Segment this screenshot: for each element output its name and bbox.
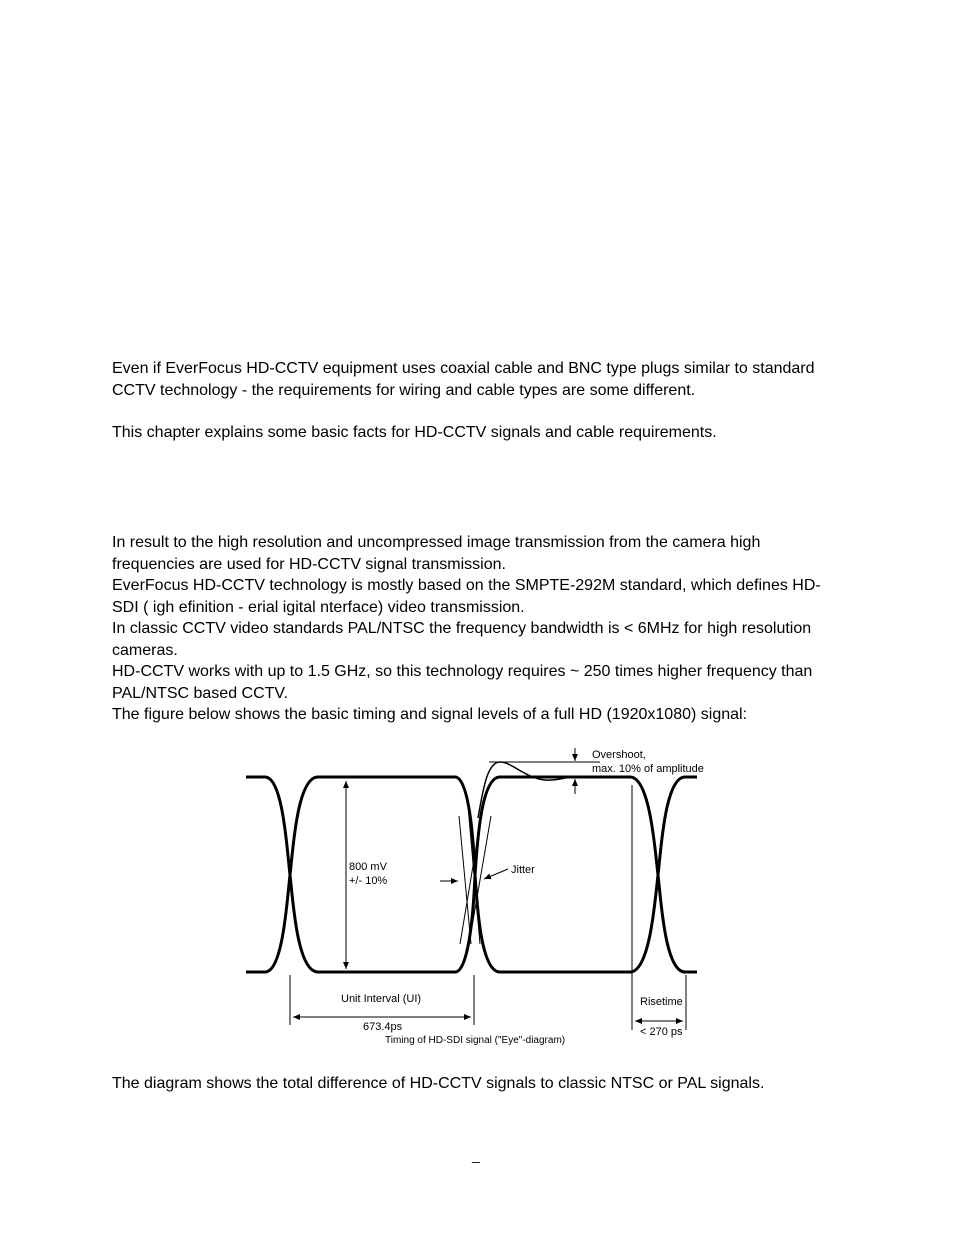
risetime-value: < 270 ps bbox=[640, 1026, 683, 1038]
overshoot-marker bbox=[489, 748, 600, 794]
body-paragraph-2: EverFocus HD-CCTV technology is mostly based on the SMPTE-292M standard, which defines HD-SDI ( igh efinition - erial igital nterface) video transmission. bbox=[112, 577, 821, 616]
unit-interval-value: 673.4ps bbox=[363, 1021, 403, 1033]
body-paragraph-5: The figure below shows the basic timing and signal levels of a full HD (1920x1080) signal: bbox=[112, 706, 748, 723]
overshoot-trace bbox=[478, 762, 580, 818]
page-number: _ bbox=[472, 1147, 480, 1163]
body-paragraph-4: HD-CCTV works with up to 1.5 GHz, so this technology requires ~ 250 times higher frequency than PAL/NTSC based CCTV. bbox=[112, 663, 813, 702]
body-paragraph-3: In classic CCTV video standards PAL/NTSC the frequency bandwidth is < 6MHz for high resolution cameras. bbox=[112, 620, 812, 659]
overshoot-sublabel: max. 10% of amplitude bbox=[592, 763, 704, 775]
risetime-dimension bbox=[632, 785, 686, 1030]
intro-paragraph-2: This chapter explains some basic facts for HD-CCTV signals and cable requirements. bbox=[112, 424, 717, 441]
intro-paragraph-1: Even if EverFocus HD-CCTV equipment uses coaxial cable and BNC type plugs similar to standard CCTV technology - the requirements for wiring and cable types are some different. bbox=[112, 360, 815, 399]
risetime-label: Risetime bbox=[640, 996, 683, 1008]
amplitude-label: 800 mV bbox=[349, 861, 387, 873]
unit-interval-label: Unit Interval (UI) bbox=[341, 993, 422, 1005]
jitter-label: Jitter bbox=[511, 864, 535, 876]
amplitude-tolerance: +/- 10% bbox=[349, 875, 388, 887]
closing-paragraph: The diagram shows the total difference of HD-CCTV signals to classic NTSC or PAL signals. bbox=[112, 1075, 765, 1092]
overshoot-label: Overshoot, bbox=[592, 749, 646, 761]
body-paragraph-1: In result to the high resolution and uncompressed image transmission from the camera high frequencies are used for HD-CCTV signal transmission. bbox=[112, 534, 761, 573]
figure-caption: Timing of HD-SDI signal ("Eye"-diagram) bbox=[385, 1035, 566, 1046]
